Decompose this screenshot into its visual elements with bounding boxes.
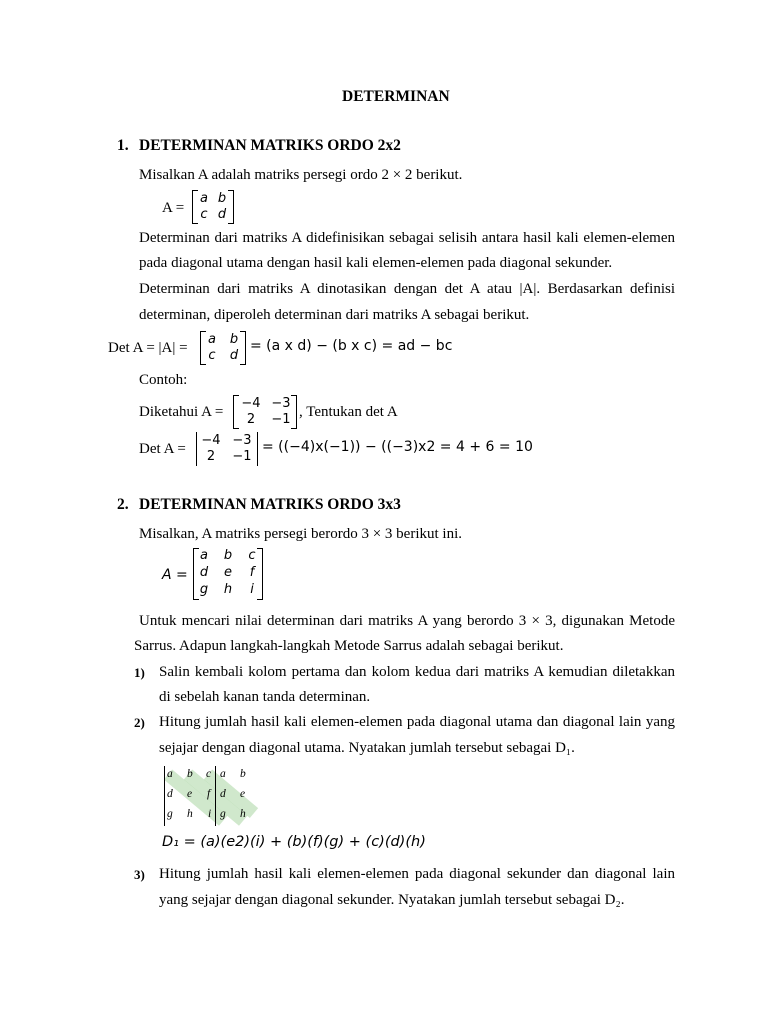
matrix-cell: b xyxy=(223,548,233,563)
matrix-cell: i xyxy=(250,582,254,597)
section2-para-line2: Sarrus. Adapun langkah-langkah Metode Sarrus adalah sebagai berikut. xyxy=(134,638,564,654)
step3-line1: Hitung jumlah hasil kali elemen-elemen pada diagonal sekunder dan diagonal lain xyxy=(159,866,675,882)
step2-line1: Hitung jumlah hasil kali elemen-elemen pada diagonal utama dan diagonal lain yang xyxy=(159,714,675,730)
section1-para2-line1: Determinan dari matriks A dinotasikan dengan det A atau |A|. Berdasarkan definisi xyxy=(139,281,675,297)
matrix-cell: d xyxy=(217,207,227,222)
sarrus-cell: e xyxy=(187,788,193,800)
step1-number: 1) xyxy=(134,665,145,680)
section2-heading: DETERMINAN MATRIKS ORDO 3x3 xyxy=(139,496,401,513)
sarrus-cell: g xyxy=(167,808,173,820)
matrix-3x3-label: A = xyxy=(162,567,188,583)
page-title: DETERMINAN xyxy=(342,88,450,105)
matrix-cell: b xyxy=(217,191,227,206)
sarrus-cell: h xyxy=(187,808,193,820)
matrix-cell: f xyxy=(249,565,255,580)
matrix-cell: d xyxy=(199,565,209,580)
diketahui-lhs: Diketahui A = xyxy=(139,404,224,420)
matrix-cell: d xyxy=(229,348,239,363)
det-formula-rhs: = (a x d) − (b x c) = ad − bc xyxy=(250,338,453,354)
section1-number: 1. xyxy=(117,137,129,154)
matrix-cell: −4 xyxy=(241,396,261,411)
step2-line2: sejajar dengan diagonal utama. Nyatakan jumlah tersebut sebagai D₁. xyxy=(159,740,575,756)
sarrus-cell: d xyxy=(167,788,173,800)
section1-para1-line1: Determinan dari matriks A didefinisikan sebagai selisih antara hasil kali elemen-elemen xyxy=(139,230,675,246)
section2-para-line1: Untuk mencari nilai determinan dari matriks A yang berordo 3 × 3, digunakan Metode xyxy=(139,613,675,629)
section2-intro: Misalkan, A matriks persegi berordo 3 × 3 berikut ini. xyxy=(139,526,462,542)
det-example-matrix xyxy=(196,432,258,466)
step2-number: 2) xyxy=(134,715,145,730)
sarrus-cell: f xyxy=(207,788,211,800)
sarrus-cell: b xyxy=(187,768,193,780)
matrix-cell: 2 xyxy=(246,412,256,427)
sarrus-cell: e xyxy=(240,788,246,800)
matrix-cell: 2 xyxy=(206,449,216,464)
matrix-cell: −3 xyxy=(232,433,252,448)
det-formula-lhs: Det A = |A| = xyxy=(108,340,188,356)
section1-heading: DETERMINAN MATRIKS ORDO 2x2 xyxy=(139,137,401,154)
matrix-cell: −1 xyxy=(232,449,252,464)
section1-para2-line2: determinan, diperoleh determinan dari matriks A sebagai berikut. xyxy=(139,307,530,323)
contoh-label: Contoh: xyxy=(139,372,188,388)
matrix-cell: g xyxy=(199,582,209,597)
sarrus-cell: a xyxy=(220,768,226,780)
sarrus-diagram xyxy=(164,766,254,826)
step3-line2: yang sejajar dengan diagonal sekunder. Nyatakan jumlah tersebut sebagai D₂. xyxy=(159,892,625,908)
matrix-cell: h xyxy=(223,582,233,597)
section1-intro: Misalkan A adalah matriks persegi ordo 2 × 2 berikut. xyxy=(139,167,463,183)
det-example-rhs: = ((−4)x(−1)) − ((−3)x2 = 4 + 6 = 10 xyxy=(262,439,533,455)
matrix-cell: a xyxy=(200,548,208,563)
step1-line1: Salin kembali kolom pertama dan kolom kedua dari matriks A kemudian diletakkan xyxy=(159,664,675,680)
matrix-a-label: A = xyxy=(162,200,185,216)
matrix-cell: −4 xyxy=(201,433,221,448)
sarrus-cell: b xyxy=(240,768,246,780)
matrix-cell: a xyxy=(200,191,208,206)
matrix-cell: b xyxy=(229,332,239,347)
matrix-cell: −1 xyxy=(271,412,291,427)
diketahui-rhs: , Tentukan det A xyxy=(299,404,398,420)
section2-number: 2. xyxy=(117,496,129,513)
det-example-lhs: Det A = xyxy=(139,441,186,457)
step3-number: 3) xyxy=(134,867,145,882)
matrix-cell: e xyxy=(224,565,232,580)
sarrus-cell: a xyxy=(167,768,173,780)
sarrus-cell: g xyxy=(220,808,226,820)
sarrus-cell: d xyxy=(220,788,226,800)
matrix-cell: c xyxy=(248,548,256,563)
matrix-cell: c xyxy=(208,348,216,363)
example-matrix xyxy=(233,395,297,429)
det-formula-matrix xyxy=(200,331,246,365)
matrix-a-2x2 xyxy=(192,190,234,224)
step1-line2: di sebelah kanan tanda determinan. xyxy=(159,689,371,705)
d1-formula: D₁ = (a)(e2)(i) + (b)(f)(g) + (c)(d)(h) xyxy=(162,834,426,850)
section1-para1-line2: pada diagonal utama dengan hasil kali elemen-elemen pada diagonal sekunder. xyxy=(139,255,613,271)
sarrus-cell: h xyxy=(240,808,246,820)
matrix-cell: −3 xyxy=(271,396,291,411)
matrix-cell: a xyxy=(208,332,216,347)
matrix-3x3 xyxy=(193,548,263,600)
matrix-cell: c xyxy=(200,207,208,222)
sarrus-cell: i xyxy=(208,808,212,820)
sarrus-cell: c xyxy=(206,768,212,780)
